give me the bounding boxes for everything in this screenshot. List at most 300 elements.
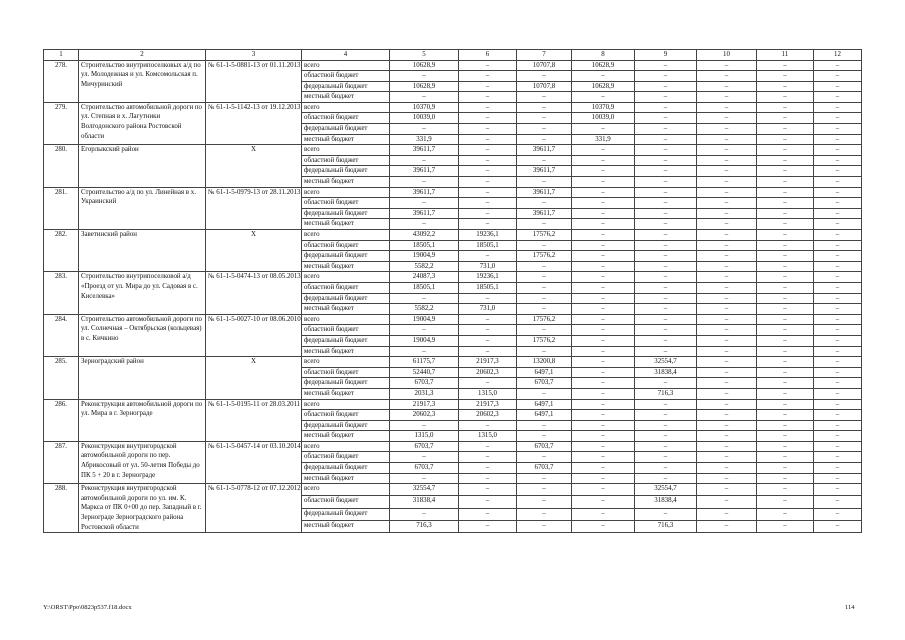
budget-source: местный бюджет <box>302 92 390 103</box>
amount-cell: 21917,3 <box>459 399 517 410</box>
amount-cell: – <box>572 177 635 188</box>
amount-cell: – <box>572 410 635 421</box>
amount-cell: 61175,7 <box>390 357 459 368</box>
document-number: № 61-1-5-0195-11 от 28.03.2011 <box>206 399 302 441</box>
amount-cell: – <box>757 219 814 230</box>
amount-cell: – <box>572 357 635 368</box>
amount-cell: – <box>814 441 862 452</box>
budget-source: местный бюджет <box>302 346 390 357</box>
amount-cell: 21917,3 <box>390 399 459 410</box>
amount-cell: – <box>814 124 862 135</box>
amount-cell: – <box>697 177 757 188</box>
amount-cell: – <box>459 155 517 166</box>
budget-source: областной бюджет <box>302 240 390 251</box>
item-number: 286. <box>44 399 79 441</box>
amount-cell: 39611,7 <box>390 145 459 156</box>
amount-cell: – <box>572 473 635 484</box>
amount-cell: – <box>757 81 814 92</box>
amount-cell: – <box>697 452 757 463</box>
amount-cell: – <box>517 272 572 283</box>
amount-cell: – <box>517 92 572 103</box>
budget-source: областной бюджет <box>302 452 390 463</box>
amount-cell: – <box>572 282 635 293</box>
amount-cell: – <box>635 113 697 124</box>
budget-source: федеральный бюджет <box>302 378 390 389</box>
amount-cell: – <box>635 473 697 484</box>
amount-cell: – <box>814 134 862 145</box>
amount-cell: – <box>517 484 572 496</box>
table-header <box>44 50 862 61</box>
amount-cell: – <box>459 473 517 484</box>
amount-cell: – <box>635 346 697 357</box>
document-number: Х <box>206 145 302 187</box>
table-row <box>44 314 862 325</box>
budget-source: федеральный бюджет <box>302 124 390 135</box>
amount-cell: – <box>390 473 459 484</box>
amount-cell: – <box>459 208 517 219</box>
amount-cell: 52440,7 <box>390 367 459 378</box>
amount-cell: – <box>459 484 517 496</box>
amount-cell: – <box>757 71 814 82</box>
amount-cell: – <box>814 293 862 304</box>
amount-cell: – <box>757 145 814 156</box>
amount-cell: 19236,1 <box>459 230 517 241</box>
budget-source: местный бюджет <box>302 134 390 145</box>
amount-cell: – <box>757 452 814 463</box>
amount-cell: – <box>814 463 862 474</box>
amount-cell: – <box>635 166 697 177</box>
amount-cell: – <box>635 314 697 325</box>
amount-cell: 17576,2 <box>517 251 572 262</box>
amount-cell: – <box>697 325 757 336</box>
amount-cell: – <box>757 230 814 241</box>
amount-cell: – <box>572 240 635 251</box>
amount-cell: – <box>572 208 635 219</box>
amount-cell: – <box>697 520 757 532</box>
amount-cell: – <box>635 441 697 452</box>
item-number: 281. <box>44 187 79 229</box>
amount-cell: – <box>697 399 757 410</box>
amount-cell: – <box>814 155 862 166</box>
amount-cell: – <box>814 282 862 293</box>
amount-cell: – <box>635 452 697 463</box>
amount-cell: 731,0 <box>459 261 517 272</box>
table-row <box>44 272 862 283</box>
amount-cell: – <box>814 187 862 198</box>
amount-cell: – <box>697 441 757 452</box>
amount-cell: – <box>757 261 814 272</box>
column-number: 12 <box>814 50 862 61</box>
amount-cell: – <box>635 102 697 113</box>
budget-source: всего <box>302 441 390 452</box>
object-name: Строительство автомобильной дороги по ул. Степная в х. Лагутники Волгодонского района Ростовской области <box>79 102 206 144</box>
budget-source: всего <box>302 484 390 496</box>
amount-cell: 6703,7 <box>517 441 572 452</box>
budget-source: всего <box>302 399 390 410</box>
amount-cell: – <box>757 410 814 421</box>
amount-cell: – <box>814 166 862 177</box>
amount-cell: – <box>697 282 757 293</box>
amount-cell: – <box>814 388 862 399</box>
amount-cell: – <box>635 304 697 315</box>
document-number: № 61-1-5-1142-13 от 19.12.2013 <box>206 102 302 144</box>
amount-cell: 17576,2 <box>517 230 572 241</box>
amount-cell: 39611,7 <box>517 187 572 198</box>
amount-cell: – <box>459 102 517 113</box>
amount-cell: 17576,2 <box>517 314 572 325</box>
amount-cell: 20602,3 <box>459 410 517 421</box>
amount-cell: – <box>697 230 757 241</box>
budget-table <box>43 49 862 533</box>
amount-cell: 10628,9 <box>390 81 459 92</box>
object-name: Реконструкция внутригородской автомобильной дороги по ул. им. К. Маркса от ПК 0+00 до пер. Западный в г. Зернограде Зерноградского района Ростовской области <box>79 484 206 533</box>
budget-source: областной бюджет <box>302 282 390 293</box>
amount-cell: 31838,4 <box>635 367 697 378</box>
amount-cell: – <box>757 177 814 188</box>
amount-cell: – <box>572 325 635 336</box>
amount-cell: – <box>635 410 697 421</box>
amount-cell: – <box>757 124 814 135</box>
amount-cell: – <box>757 346 814 357</box>
object-name: Заветинский район <box>79 230 206 272</box>
amount-cell: – <box>459 293 517 304</box>
amount-cell: – <box>572 71 635 82</box>
amount-cell: – <box>517 473 572 484</box>
amount-cell: – <box>635 293 697 304</box>
amount-cell: 6703,7 <box>390 378 459 389</box>
amount-cell: – <box>697 113 757 124</box>
amount-cell: – <box>572 261 635 272</box>
column-number: 6 <box>459 50 517 61</box>
amount-cell: 18505,1 <box>390 240 459 251</box>
amount-cell: 10370,9 <box>390 102 459 113</box>
amount-cell: – <box>572 145 635 156</box>
amount-cell: – <box>572 463 635 474</box>
amount-cell: – <box>459 452 517 463</box>
amount-cell: – <box>517 219 572 230</box>
amount-cell: – <box>814 272 862 283</box>
document-number: Х <box>206 357 302 399</box>
amount-cell: 6497,1 <box>517 410 572 421</box>
amount-cell: – <box>814 261 862 272</box>
amount-cell: 5582,2 <box>390 304 459 315</box>
budget-source: федеральный бюджет <box>302 463 390 474</box>
table-row <box>44 60 862 71</box>
amount-cell: – <box>814 113 862 124</box>
amount-cell: 32554,7 <box>390 484 459 496</box>
amount-cell: 21917,3 <box>459 357 517 368</box>
amount-cell: 17576,2 <box>517 335 572 346</box>
amount-cell: – <box>517 113 572 124</box>
document-number: № 61-1-5-0457-14 от 03.10.2014 <box>206 441 302 483</box>
amount-cell: – <box>757 367 814 378</box>
budget-source: областной бюджет <box>302 325 390 336</box>
column-number: 10 <box>697 50 757 61</box>
amount-cell: – <box>572 335 635 346</box>
amount-cell: – <box>697 208 757 219</box>
amount-cell: – <box>757 113 814 124</box>
amount-cell: – <box>757 378 814 389</box>
item-number: 278. <box>44 60 79 102</box>
amount-cell: – <box>572 124 635 135</box>
amount-cell: 716,3 <box>390 520 459 532</box>
amount-cell: – <box>635 335 697 346</box>
amount-cell: 6703,7 <box>390 463 459 474</box>
amount-cell: – <box>390 219 459 230</box>
amount-cell: – <box>390 420 459 431</box>
amount-cell: – <box>635 508 697 520</box>
amount-cell: – <box>757 282 814 293</box>
amount-cell: 1315,0 <box>459 431 517 442</box>
amount-cell: – <box>459 177 517 188</box>
amount-cell: – <box>459 134 517 145</box>
amount-cell: – <box>697 304 757 315</box>
amount-cell: – <box>572 187 635 198</box>
amount-cell: – <box>572 496 635 508</box>
amount-cell: – <box>459 92 517 103</box>
amount-cell: – <box>390 92 459 103</box>
page-number: 114 <box>845 604 855 611</box>
amount-cell: – <box>572 508 635 520</box>
amount-cell: – <box>697 102 757 113</box>
amount-cell: – <box>572 251 635 262</box>
amount-cell: – <box>572 346 635 357</box>
amount-cell: – <box>572 293 635 304</box>
amount-cell: – <box>757 463 814 474</box>
amount-cell: – <box>459 198 517 209</box>
amount-cell: – <box>459 124 517 135</box>
amount-cell: 19004,9 <box>390 251 459 262</box>
budget-source: местный бюджет <box>302 473 390 484</box>
amount-cell: – <box>517 155 572 166</box>
item-number: 287. <box>44 441 79 483</box>
amount-cell: – <box>814 420 862 431</box>
amount-cell: – <box>572 304 635 315</box>
amount-cell: – <box>697 346 757 357</box>
document-path: Y:\ORST\Ppo\0823p537.f18.docx <box>43 604 132 611</box>
amount-cell: – <box>459 71 517 82</box>
amount-cell: – <box>390 293 459 304</box>
amount-cell: – <box>572 272 635 283</box>
amount-cell: 6497,1 <box>517 399 572 410</box>
amount-cell: – <box>757 496 814 508</box>
amount-cell: – <box>459 441 517 452</box>
amount-cell: – <box>814 325 862 336</box>
amount-cell: – <box>757 420 814 431</box>
amount-cell: – <box>814 399 862 410</box>
column-number: 5 <box>390 50 459 61</box>
amount-cell: – <box>814 357 862 368</box>
amount-cell: – <box>517 508 572 520</box>
item-number: 284. <box>44 314 79 356</box>
amount-cell: – <box>459 420 517 431</box>
amount-cell: – <box>572 452 635 463</box>
amount-cell: – <box>572 155 635 166</box>
column-number: 1 <box>44 50 79 61</box>
amount-cell: – <box>635 81 697 92</box>
amount-cell: – <box>572 484 635 496</box>
amount-cell: – <box>697 187 757 198</box>
amount-cell: – <box>697 293 757 304</box>
amount-cell: – <box>459 81 517 92</box>
amount-cell: – <box>635 60 697 71</box>
amount-cell: – <box>814 452 862 463</box>
amount-cell: – <box>459 187 517 198</box>
amount-cell: – <box>814 145 862 156</box>
budget-source: областной бюджет <box>302 71 390 82</box>
amount-cell: 13200,8 <box>517 357 572 368</box>
amount-cell: – <box>517 325 572 336</box>
table-row <box>44 187 862 198</box>
amount-cell: – <box>814 251 862 262</box>
amount-cell: – <box>757 102 814 113</box>
budget-source: местный бюджет <box>302 431 390 442</box>
amount-cell: – <box>697 155 757 166</box>
object-name: Зерноградский район <box>79 357 206 399</box>
document-number: № 61-1-5-0474-13 от 08.05.2013 <box>206 272 302 314</box>
amount-cell: – <box>635 134 697 145</box>
amount-cell: – <box>635 431 697 442</box>
amount-cell: 10039,0 <box>390 113 459 124</box>
amount-cell: – <box>757 198 814 209</box>
amount-cell: 6703,7 <box>517 463 572 474</box>
table-row <box>44 230 862 241</box>
amount-cell: – <box>814 335 862 346</box>
amount-cell: – <box>572 367 635 378</box>
amount-cell: – <box>635 463 697 474</box>
amount-cell: – <box>572 314 635 325</box>
amount-cell: – <box>697 92 757 103</box>
amount-cell: 1315,0 <box>390 431 459 442</box>
amount-cell: 731,0 <box>459 304 517 315</box>
amount-cell: – <box>697 378 757 389</box>
amount-cell: – <box>757 325 814 336</box>
amount-cell: 39611,7 <box>517 208 572 219</box>
table-row <box>44 145 862 156</box>
amount-cell: – <box>697 431 757 442</box>
document-number: № 61-1-5-0778-12 от 07.12.2012 <box>206 484 302 533</box>
amount-cell: – <box>697 367 757 378</box>
amount-cell: – <box>459 508 517 520</box>
amount-cell: – <box>517 420 572 431</box>
budget-source: всего <box>302 60 390 71</box>
amount-cell: – <box>697 496 757 508</box>
budget-source: местный бюджет <box>302 261 390 272</box>
amount-cell: 10707,8 <box>517 60 572 71</box>
amount-cell: – <box>814 314 862 325</box>
budget-source: областной бюджет <box>302 410 390 421</box>
amount-cell: – <box>814 304 862 315</box>
amount-cell: 31838,4 <box>390 496 459 508</box>
amount-cell: – <box>697 410 757 421</box>
amount-cell: 43092,2 <box>390 230 459 241</box>
budget-source: всего <box>302 314 390 325</box>
amount-cell: – <box>757 484 814 496</box>
amount-cell: – <box>459 60 517 71</box>
object-name: Строительство автомобильной дороги по ул. Солнечная – Октябрьская (кольцевая) в с. Кичкино <box>79 314 206 356</box>
amount-cell: 10628,9 <box>572 81 635 92</box>
amount-cell: – <box>390 198 459 209</box>
amount-cell: 6703,7 <box>517 378 572 389</box>
amount-cell: – <box>814 473 862 484</box>
amount-cell: – <box>697 134 757 145</box>
amount-cell: 10039,0 <box>572 113 635 124</box>
amount-cell: – <box>814 71 862 82</box>
amount-cell: – <box>757 399 814 410</box>
amount-cell: – <box>697 463 757 474</box>
amount-cell: 10628,9 <box>390 60 459 71</box>
amount-cell: – <box>635 272 697 283</box>
amount-cell: – <box>697 251 757 262</box>
amount-cell: – <box>572 520 635 532</box>
amount-cell: – <box>572 230 635 241</box>
amount-cell: – <box>757 187 814 198</box>
amount-cell: – <box>757 208 814 219</box>
amount-cell: – <box>517 177 572 188</box>
amount-cell: – <box>635 230 697 241</box>
amount-cell: – <box>459 463 517 474</box>
object-name: Строительство внутрипоселковых а/д по ул. Молодежная и ул. Комсомольская п. Мичуринский <box>79 60 206 102</box>
amount-cell: – <box>757 60 814 71</box>
amount-cell: – <box>814 230 862 241</box>
amount-cell: – <box>572 441 635 452</box>
amount-cell: – <box>459 251 517 262</box>
column-number: 4 <box>302 50 390 61</box>
item-number: 285. <box>44 357 79 399</box>
amount-cell: 32554,7 <box>635 357 697 368</box>
amount-cell: – <box>517 240 572 251</box>
amount-cell: 18505,1 <box>390 282 459 293</box>
amount-cell: – <box>459 520 517 532</box>
amount-cell: – <box>572 388 635 399</box>
column-number: 8 <box>572 50 635 61</box>
amount-cell: – <box>390 452 459 463</box>
amount-cell: – <box>635 155 697 166</box>
amount-cell: 1315,0 <box>459 388 517 399</box>
budget-source: областной бюджет <box>302 155 390 166</box>
amount-cell: – <box>697 124 757 135</box>
amount-cell: – <box>635 219 697 230</box>
amount-cell: – <box>757 314 814 325</box>
amount-cell: 19004,9 <box>390 335 459 346</box>
budget-source: федеральный бюджет <box>302 420 390 431</box>
item-number: 288. <box>44 484 79 533</box>
amount-cell: 10707,8 <box>517 81 572 92</box>
amount-cell: 24087,3 <box>390 272 459 283</box>
amount-cell: 20602,3 <box>459 367 517 378</box>
budget-source: всего <box>302 102 390 113</box>
amount-cell: – <box>459 113 517 124</box>
amount-cell: – <box>517 134 572 145</box>
amount-cell: – <box>459 325 517 336</box>
budget-source: федеральный бюджет <box>302 335 390 346</box>
amount-cell: – <box>635 240 697 251</box>
amount-cell: 20602,3 <box>390 410 459 421</box>
amount-cell: – <box>517 346 572 357</box>
amount-cell: – <box>390 124 459 135</box>
amount-cell: 39611,7 <box>390 166 459 177</box>
amount-cell: 31838,4 <box>635 496 697 508</box>
amount-cell: – <box>572 219 635 230</box>
amount-cell: – <box>757 520 814 532</box>
budget-source: федеральный бюджет <box>302 251 390 262</box>
amount-cell: – <box>635 378 697 389</box>
amount-cell: 10628,9 <box>572 60 635 71</box>
amount-cell: 39611,7 <box>390 187 459 198</box>
amount-cell: – <box>697 240 757 251</box>
budget-source: федеральный бюджет <box>302 293 390 304</box>
amount-cell: – <box>517 198 572 209</box>
